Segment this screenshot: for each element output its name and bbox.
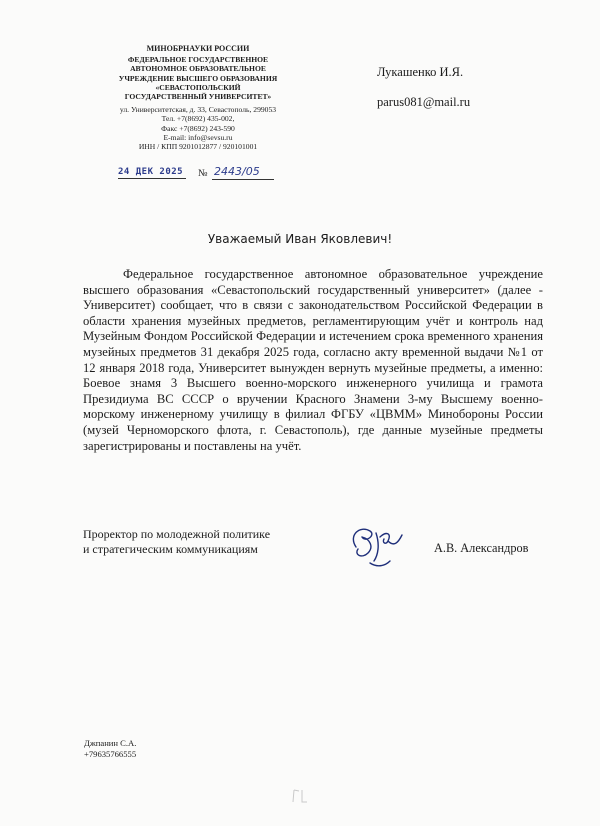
registration-line xyxy=(118,167,288,185)
ministry-name: МИНОБРНАУКИ РОССИИ xyxy=(146,44,250,53)
org-fax: Факс +7(8692) 243-590 xyxy=(161,123,235,133)
executor-name: Джпанин С.А. xyxy=(84,738,137,748)
org-phone: Тел. +7(8692) 435-002, xyxy=(161,114,235,124)
org-address: ул. Университетская, д. 33, Севастополь, 299053 xyxy=(119,105,277,115)
number-sign: № xyxy=(198,168,208,179)
org-inn-kpp: ИНН / КПП 9201012877 / 920101001 xyxy=(138,142,258,152)
signer-title-line: Проректор по молодежной политике xyxy=(83,527,271,541)
org-line: ФЕДЕРАЛЬНОЕ ГОСУДАРСТВЕННОЕ xyxy=(127,55,269,65)
salutation: Уважаемый Иван Яковлевич! xyxy=(207,232,393,246)
signer-name: А.В. Александров xyxy=(434,541,529,555)
recipient-email: parus081@mail.ru xyxy=(377,95,471,109)
faint-pencil-mark xyxy=(290,786,310,806)
registration-number: 2443/05 xyxy=(214,165,260,178)
org-line: «СЕВАСТОПОЛЬСКИЙ xyxy=(155,82,241,92)
org-line: УЧРЕЖДЕНИЕ ВЫСШЕГО ОБРАЗОВАНИЯ xyxy=(118,73,278,83)
signer-title xyxy=(83,527,270,557)
letterhead xyxy=(80,44,316,151)
letter-body: Федеральное государственное автономное образовательное учреждение высшего образования «Севастопольский государственный университет» (далее - Университет) сообщает, что в связи с законодательством Российской Федерации в области хранения музейных предметов, регламентирующим учёт и контроль над Музейным Фондом Российской Федерации и истечением срока временного хранения музейных предметов 31 декабря 2025 года, согласно акту временной выдачи №1 от 12 января 2018 года, Университет вынужден вернуть музейные предметы, а именно: Боевое знамя 3 Высшего военно-морского инженерного училища и грамота Президиума ВС СССР о вручении Красного Знамени 3-му Высшему военно-морскому инженерному училищу в филиал ФГБУ «ЦВММ» Минобороны России (музей Черноморского флота, г. Севастополь), где данные музейные предметы зарегистрированы и поставлены на учёт. xyxy=(83,267,543,453)
org-line: АВТОНОМНОЕ ОБРАЗОВАТЕЛЬНОЕ xyxy=(130,64,266,74)
date-underline xyxy=(118,178,186,179)
executor-block xyxy=(84,738,136,760)
number-underline xyxy=(212,179,274,180)
org-email: E-mail: info@sevsu.ru xyxy=(163,132,233,142)
org-line: ГОСУДАРСТВЕННЫЙ УНИВЕРСИТЕТ» xyxy=(124,92,272,102)
org-contacts xyxy=(80,105,316,151)
recipient-name: Лукашенко И.Я. xyxy=(377,65,464,79)
executor-phone: +79635766555 xyxy=(84,749,137,759)
handwritten-signature xyxy=(340,517,410,572)
recipient-block xyxy=(377,65,470,109)
registration-date-stamp: 24 ДЕК 2025 xyxy=(118,167,184,177)
signer-title-line: и стратегическим коммуникациям xyxy=(83,542,258,556)
